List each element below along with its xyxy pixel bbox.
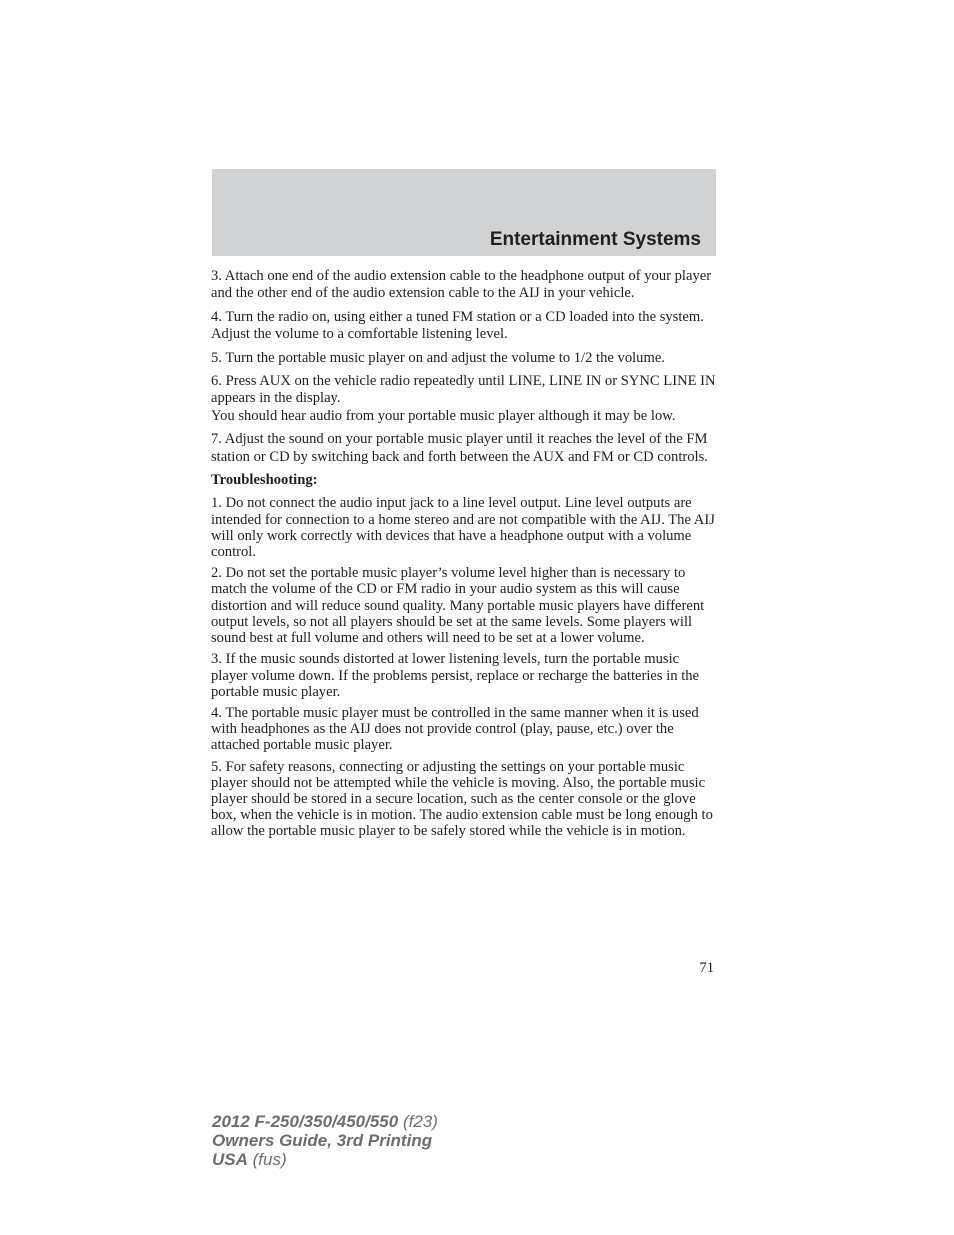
troubleshooting-item-3: 3. If the music sounds distorted at lower listening levels, turn the portable music player volume down. If the problems persist, replace or recharge the batteries in the portable music player.	[211, 651, 700, 700]
footer-market-code: (fus)	[252, 1150, 287, 1169]
footer-model-name: 2012 F-250/350/450/550	[212, 1112, 399, 1131]
section-title: Entertainment Systems	[489, 229, 701, 250]
footer-guide-edition: Owners Guide, 3rd Printing	[212, 1131, 433, 1150]
footer-model-code: (f23)	[402, 1112, 438, 1131]
step-6-paragraph: 6. Press AUX on the vehicle radio repeatedly until LINE, LINE IN or SYNC LINE IN appears in the display.	[211, 373, 716, 407]
step-4-paragraph: 4. Turn the radio on, using either a tuned FM station or a CD loaded into the system. Adjust the volume to a comfortable listening level.	[211, 308, 704, 343]
step-6-note-paragraph: You should hear audio from your portable music player although it may be low.	[211, 407, 676, 424]
document-footer	[212, 1112, 438, 1169]
step-3-paragraph: 3. Attach one end of the audio extension cable to the headphone output of your player and the other end of the audio extension cable to the AIJ in your vehicle.	[211, 268, 712, 302]
troubleshooting-item-5: 5. For safety reasons, connecting or adjusting the settings on your portable music player should not be attempted while the vehicle is moving. Also, the portable music player should be stored in a secure location, such as the center console or the glove box, when the vehicle is in motion. The audio extension cable must be long enough to allow the portable music player to be safely stored while the vehicle is in motion.	[211, 758, 713, 840]
troubleshooting-item-1: 1. Do not connect the audio input jack to a line level output. Line level outputs are intended for connection to a home stereo and are not compatible with the AIJ. The AIJ will only work correctly with devices that have a headphone output with a volume control.	[211, 495, 715, 561]
troubleshooting-item-4: 4. The portable music player must be controlled in the same manner when it is used with headphones as the AIJ does not provide control (play, pause, etc.) over the attached portable music player.	[211, 704, 699, 754]
page-number: 71	[699, 960, 714, 976]
footer-line-guide	[212, 1131, 438, 1150]
troubleshooting-heading: Troubleshooting:	[211, 472, 318, 489]
footer-line-model	[212, 1112, 438, 1131]
step-5-paragraph: 5. Turn the portable music player on and adjust the volume to 1/2 the volume.	[211, 349, 665, 366]
troubleshooting-item-2: 2. Do not set the portable music player’s volume level higher than is necessary to match the volume of the CD or FM radio in your audio system as this will cause distortion and will reduce sound quality. Many portable music players have different output levels, so not all players should be set at the same levels. Some players will sound best at full volume and others will need to be set at a lower volume.	[211, 565, 705, 647]
page-body	[211, 268, 717, 845]
footer-line-market	[212, 1150, 438, 1169]
section-header-band	[212, 169, 716, 256]
footer-market-name: USA	[212, 1150, 248, 1169]
step-7-paragraph: 7. Adjust the sound on your portable music player until it reaches the level of the FM station or CD by switching back and forth between the AUX and FM or CD controls.	[211, 431, 708, 465]
